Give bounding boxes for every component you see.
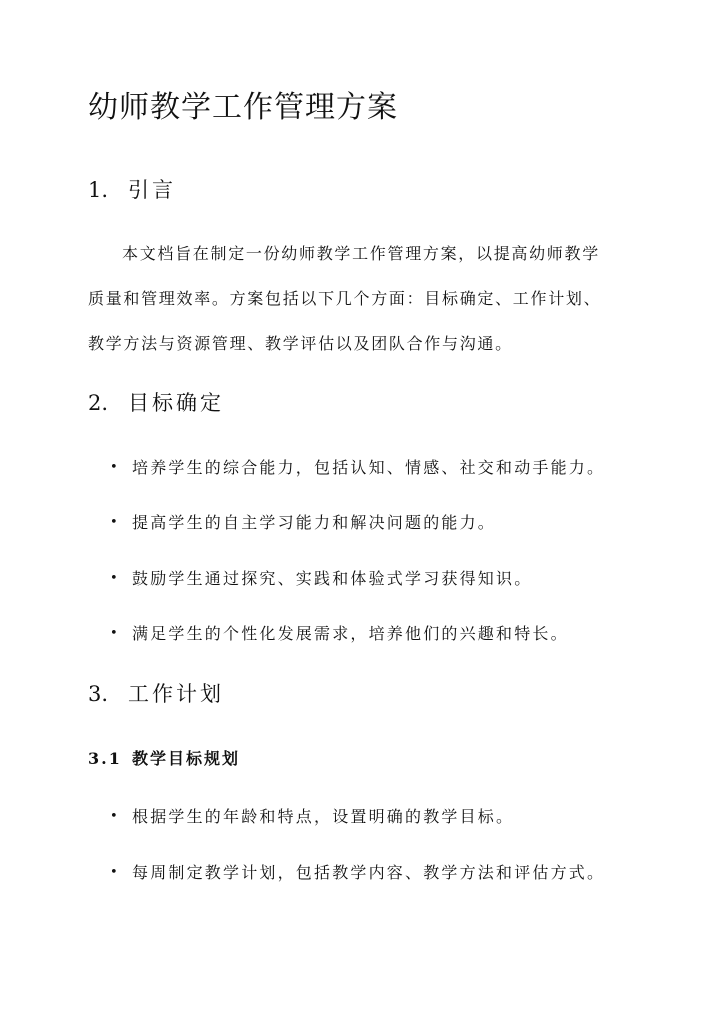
- subsection-title: 教学目标规划: [132, 749, 241, 768]
- list-item-text: 每周制定教学计划，包括教学内容、教学方法和评估方式。: [132, 863, 606, 882]
- list-item: [110, 622, 569, 646]
- paragraph-line: 教学方法与资源管理、教学评估以及团队合作与沟通。: [88, 334, 513, 353]
- section-heading-work-plan: [88, 679, 224, 709]
- list-item-text: 满足学生的个性化发展需求，培养他们的兴趣和特长。: [132, 624, 569, 643]
- list-item: [110, 456, 605, 480]
- section-title: 目标确定: [128, 391, 224, 415]
- bullet-icon: •: [110, 865, 118, 880]
- bullet-icon: •: [110, 515, 118, 530]
- list-item-text: 提高学生的自主学习能力和解决问题的能力。: [132, 513, 497, 532]
- bullet-icon: •: [110, 626, 118, 641]
- list-item: [110, 511, 496, 535]
- section-heading-introduction: [88, 175, 176, 205]
- section-title: 引言: [128, 178, 176, 202]
- introduction-paragraph: [88, 231, 648, 366]
- section-number: 2.: [88, 391, 109, 415]
- section-heading-goals: [88, 388, 224, 418]
- paragraph-line: 质量和管理效率。方案包括以下几个方面：目标确定、工作计划、: [88, 289, 602, 308]
- list-item-text: 根据学生的年龄和特点，设置明确的教学目标。: [132, 807, 515, 826]
- document-title: 幼师教学工作管理方案: [88, 90, 398, 125]
- bullet-icon: •: [110, 571, 118, 586]
- list-item-text: 鼓励学生通过探究、实践和体验式学习获得知识。: [132, 569, 533, 588]
- bullet-icon: •: [110, 809, 118, 824]
- subsection-heading-teaching-goals: [88, 747, 240, 771]
- subsection-number: 3.1: [88, 749, 122, 768]
- list-item-text: 培养学生的综合能力，包括认知、情感、社交和动手能力。: [132, 458, 606, 477]
- list-item: [110, 805, 514, 829]
- bullet-icon: •: [110, 460, 118, 475]
- list-item: [110, 861, 605, 885]
- list-item: [110, 567, 532, 591]
- section-title: 工作计划: [128, 682, 224, 706]
- paragraph-line: 本文档旨在制定一份幼师教学工作管理方案，以提高幼师教学: [122, 244, 600, 263]
- section-number: 1.: [88, 178, 109, 202]
- section-number: 3.: [88, 682, 109, 706]
